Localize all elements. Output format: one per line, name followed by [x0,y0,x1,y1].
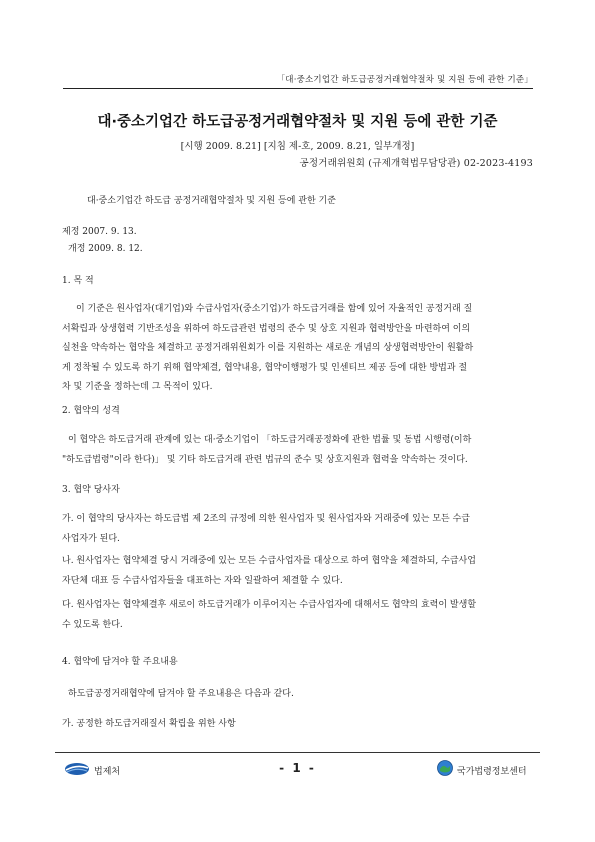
document-subtitle: 대·중소기업간 하도급 공정거래협약절차 및 지원 등에 관한 기준 [87,196,336,206]
body-line: 나. 원사업자는 협약체결 당시 거래중에 있는 모든 수급사업자를 대상으로 하여 협약을 체결하되, 수급사업 [62,556,476,566]
section-3-item-b [62,552,534,591]
body-line: "하도급법령"이라 한다)」 및 기타 하도급거래 관련 법규의 준수 및 상호지원과 협력을 약속하는 것이다. [62,454,468,465]
section-3-item-c [62,596,534,635]
page-number: - 1 - [279,761,316,775]
footer-divider [55,752,540,753]
body-line: 이 기준은 원사업자(대기업)와 수급사업자(중소기업)가 하도급거래를 함에 있어 자율적인 공정거래 질 [76,304,473,314]
section-3-item-a [62,510,534,549]
section-1-body [62,300,534,398]
department-contact: 공정거래위원회 (규제개혁법무담당관) 02-2023-4193 [299,158,533,169]
section-1-heading: 1. 목 적 [62,276,94,286]
section-4-heading: 4. 협약에 담겨야 할 주요내용 [62,657,178,667]
section-2-heading: 2. 협약의 성격 [62,406,120,416]
law-center-logo-icon [437,760,453,776]
body-line: 사업자가 된다. [62,533,120,544]
body-line: 게 정착될 수 있도록 하기 위해 협약체결, 협약내용, 협약이행평가 및 인센티브 제공 등에 대한 방법과 절 [62,362,468,373]
revision-info: [시행 2009. 8.21] [지침 제-호, 2009. 8.21, 일부개정] [180,141,415,152]
enactment-date: 제정 2007. 9. 13. [62,227,137,237]
section-4-item-a: 가. 공정한 하도급거래질서 확립을 위한 사항 [62,719,236,729]
running-header: 「대·중소기업간 하도급공정거래협약절차 및 지원 등에 관한 기준」 [63,73,533,89]
body-line: 다. 원사업자는 협약체결후 새로이 하도급거래가 이루어지는 수급사업자에 대해서도 협약의 효력이 발생할 [62,600,477,610]
page-footer [0,760,595,782]
section-3-heading: 3. 협약 당사자 [62,485,120,495]
section-2-body [62,431,534,470]
body-line: 수 있도록 한다. [62,619,123,630]
document-title: 대·중소기업간 하도급공정거래협약절차 및 지원 등에 관한 기준 [97,114,498,130]
body-line: 서확립과 상생협력 기반조성을 위하여 하도급관련 법령의 준수 및 상호 지원과 협력방안을 마련하여 이의 [62,323,471,334]
body-line: 가. 이 협약의 당사자는 하도급법 제 2조의 규정에 의한 원사업자 및 원사업자와 거래중에 있는 모든 수급 [62,514,470,524]
amendment-date: 개정 2009. 8. 12. [68,244,143,254]
footer-right-label: 국가법령정보센터 [457,767,527,777]
footer-left-label: 법제처 [94,767,121,777]
body-line: 실천을 약속하는 협약을 체결하고 공정거래위원회가 이를 지원하는 새로운 개념의 상생협력방안이 원활하 [62,343,474,353]
body-line: 이 협약은 하도급거래 관계에 있는 대·중소기업이 「하도급거래공정화에 관한 법률 및 동법 시행령(이하 [68,435,472,445]
body-line: 차 및 기준을 정하는데 그 목적이 있다. [62,382,213,392]
body-line: 자단체 대표 등 수급사업자들을 대표하는 자와 일괄하여 체결할 수 있다. [62,575,343,586]
section-4-intro: 하도급공정거래협약에 담겨야 할 주요내용은 다음과 같다. [68,689,294,699]
